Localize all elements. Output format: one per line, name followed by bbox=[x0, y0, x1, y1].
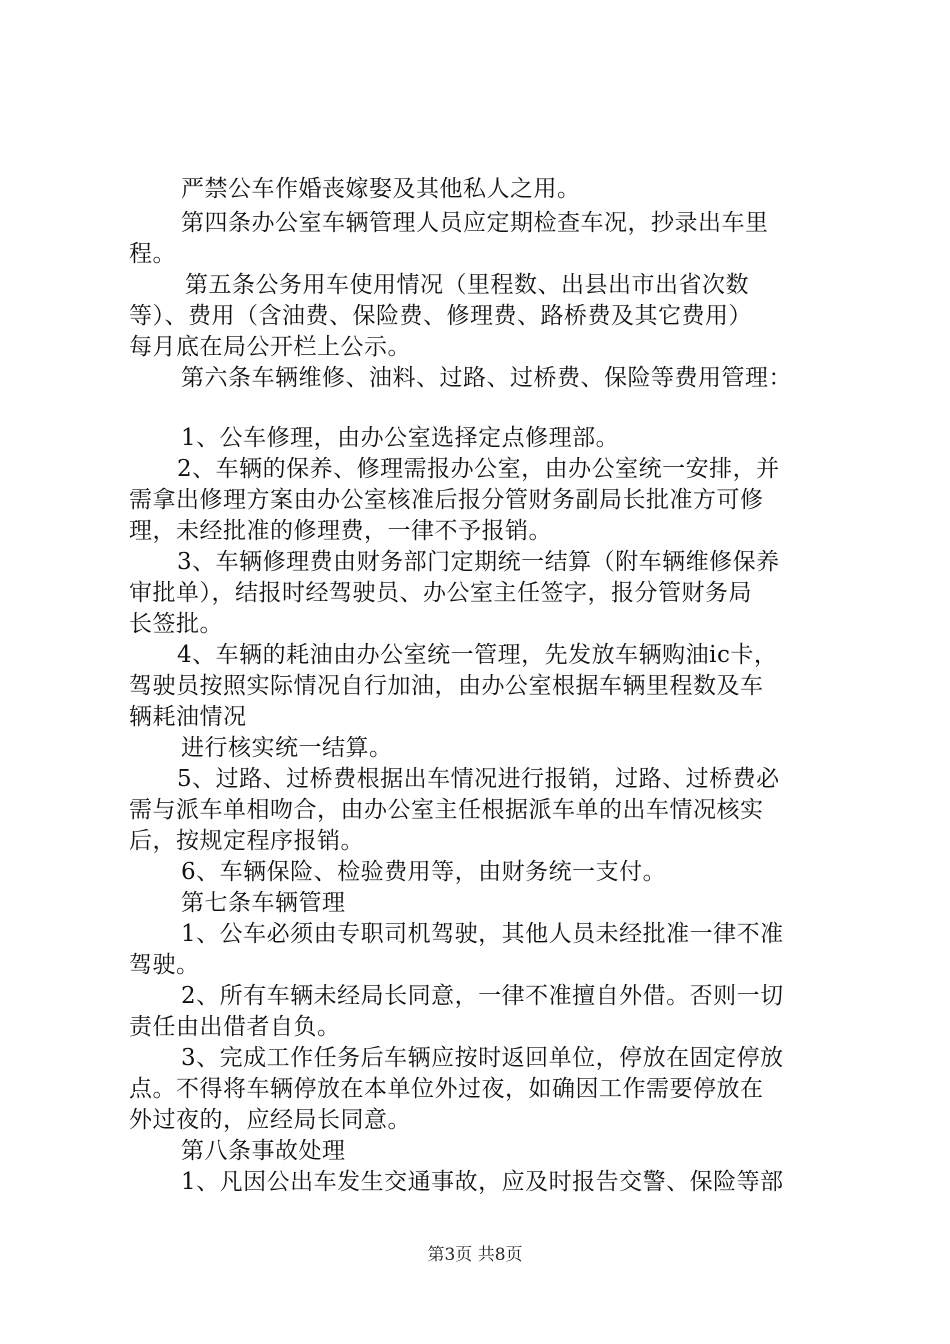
text-line: 等）、费用（含油费、保险费、修理费、路桥费及其它费用） bbox=[129, 303, 752, 329]
text-line: 4、车辆的耗油由办公室统一管理，先发放车辆购油ic卡， bbox=[177, 642, 778, 668]
text-line: 第七条车辆管理 bbox=[181, 890, 346, 916]
text-line: 每月底在局公开栏上公示。 bbox=[129, 334, 411, 360]
text-line: 第四条办公室车辆管理人员应定期检查车况，抄录出车里 bbox=[181, 210, 769, 236]
text-line: 3、车辆修理费由财务部门定期统一结算（附车辆维修保养 bbox=[177, 549, 780, 575]
text-line: 进行核实统一结算。 bbox=[181, 735, 393, 761]
text-line: 辆耗油情况 bbox=[129, 704, 247, 730]
text-line: 程。 bbox=[129, 241, 176, 267]
text-line: 外过夜的，应经局长同意。 bbox=[129, 1107, 411, 1133]
text-line: 1、凡因公出车发生交通事故，应及时报告交警、保险等部 bbox=[181, 1169, 784, 1195]
text-line: 第五条公务用车使用情况（里程数、出县出市出省次数 bbox=[185, 272, 749, 298]
text-line: 第六条车辆维修、油料、过路、过桥费、保险等费用管理： bbox=[181, 365, 792, 391]
text-line: 理，未经批准的修理费，一律不予报销。 bbox=[129, 518, 552, 544]
text-line: 第八条事故处理 bbox=[181, 1138, 346, 1164]
text-line: 严禁公车作婚丧嫁娶及其他私人之用。 bbox=[181, 176, 581, 202]
text-line: 3、完成工作任务后车辆应按时返回单位，停放在固定停放 bbox=[181, 1045, 784, 1071]
page-footer: 第3页 共8页 bbox=[427, 1245, 523, 1265]
text-line: 1、公车修理，由办公室选择定点修理部。 bbox=[181, 425, 620, 451]
text-line: 驾驶。 bbox=[129, 952, 200, 978]
text-line: 1、公车必须由专职司机驾驶，其他人员未经批准一律不准 bbox=[181, 921, 784, 947]
text-line: 后，按规定程序报销。 bbox=[129, 828, 364, 854]
text-line: 审批单），结报时经驾驶员、办公室主任签字，报分管财务局 bbox=[129, 580, 752, 606]
text-line: 需拿出修理方案由办公室核准后报分管财务副局长批准方可修 bbox=[129, 487, 764, 513]
text-line: 6、车辆保险、检验费用等，由财务统一支付。 bbox=[181, 859, 667, 885]
text-line: 责任由出借者自负。 bbox=[129, 1014, 341, 1040]
text-line: 驾驶员按照实际情况自行加油，由办公室根据车辆里程数及车 bbox=[129, 673, 764, 699]
text-line: 2、车辆的保养、修理需报办公室，由办公室统一安排，并 bbox=[177, 456, 780, 482]
text-line: 长签批。 bbox=[129, 611, 223, 637]
text-line: 需与派车单相吻合，由办公室主任根据派车单的出车情况核实 bbox=[129, 797, 764, 823]
text-line: 点。不得将车辆停放在本单位外过夜，如确因工作需要停放在 bbox=[129, 1076, 764, 1102]
text-line: 5、过路、过桥费根据出车情况进行报销，过路、过桥费必 bbox=[177, 766, 780, 792]
text-line: 2、所有车辆未经局长同意，一律不准擅自外借。否则一切 bbox=[181, 983, 784, 1009]
